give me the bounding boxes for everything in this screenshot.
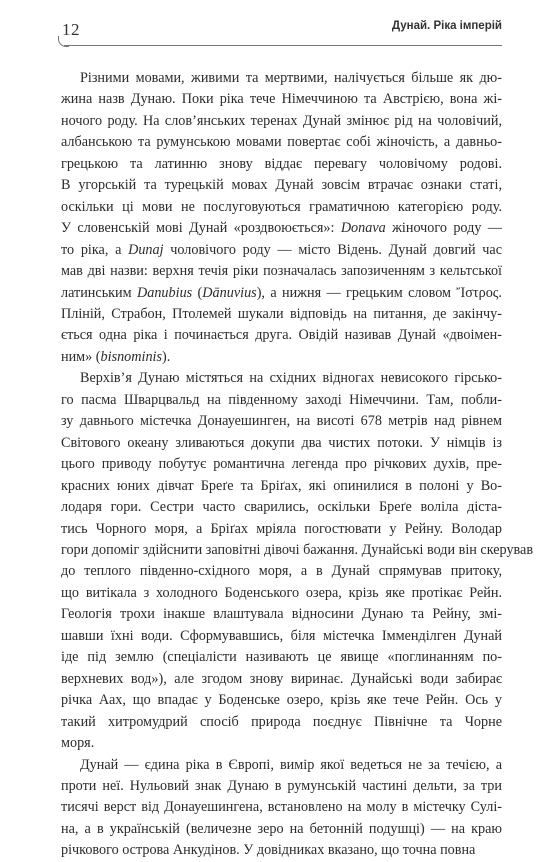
text-line: такий хитромудрий спосіб природа поєднує Північне та Чорне <box>61 713 502 730</box>
text-line: моря. <box>61 735 95 752</box>
text-line: проти неї. Нульовий знак Дунаю в румунській частині дельти, за три <box>61 777 502 794</box>
text-line: Геологія трохи інакше влаштувала відносини Дунаю та Рейну, змі- <box>61 606 502 623</box>
text-line: Дунай — єдина ріка в Європі, вимір якої ведеться не за течією, а <box>80 756 502 773</box>
text-line: красних юних дівчат Бреґе та Бріґах, які опинилися в полоні у Во- <box>61 477 502 494</box>
running-title: Дунай. Ріка імперій <box>391 20 502 32</box>
text-line: Пліній, Страбон, Птолемей шукали відповідь на питання, де закінчу- <box>61 305 502 322</box>
text-line: албанською та румунською мовами повертає собі жіночість, а давньо- <box>61 134 502 151</box>
text-line: Різними мовами, живими та мертвими, налічується більше як дю- <box>80 70 502 86</box>
text-line: до теплого південно-східного моря, а в Дунай спрямував притоку, <box>61 563 502 580</box>
text-line: шавши їхні води. Сформувавшись, біля містечка Імменділген Дунай <box>61 627 502 644</box>
text-line: річка Аах, що впадає у Боденське озеро, крізь яке тече Рейн. Ось у <box>61 692 502 709</box>
header-rule <box>58 40 502 52</box>
text-line: Світового океану зливаються докупи два чистих потоки. У німців із <box>61 434 502 451</box>
text-line: ним» (bisnominis). <box>61 348 171 365</box>
paragraph <box>61 755 502 862</box>
text-line: мав дві назви: верхня течія ріки позначалась запозиченням з кельтської <box>61 263 502 280</box>
text-line: ночого роду. На слов’янських теренах Дунай змінює рід на чоловічий, <box>61 112 502 129</box>
text-line: зу давнього містечка Донауешинген, на висоті 678 метрів над рівнем <box>61 413 502 430</box>
page-number: 12 <box>62 20 80 39</box>
text-line: на, а в українській (величезне зеро на бетонній подушці) — на краю <box>61 820 502 837</box>
header-rule-line <box>64 45 502 46</box>
paragraph <box>61 68 502 368</box>
body-text <box>61 68 534 862</box>
text-line: то ріка, а Dunaj чоловічого роду — місто Відень. Дунай довгий час <box>61 241 502 258</box>
text-line: го пасма Шварцвальд на південному заході Німеччини. Там, побли- <box>61 391 502 408</box>
text-line: гори допоміг здійснити заповітні дівочі бажання. Дунайські води він скерував <box>61 541 534 558</box>
text-line: верхневих вод»), але згодом знову виринає. Дунайські води забирає <box>61 670 502 687</box>
text-line: жина назв Дунаю. Поки ріка тече Німеччиною та Австрією, вона жі- <box>61 91 502 108</box>
text-line: латинським Danubius (Dānuvius), а нижня — грецьким словом Ἴστρος. <box>61 284 502 301</box>
text-line: іде під землю (спеціалісти називають це явище «поглинанням по- <box>61 649 502 666</box>
text-line: Верхів’я Дунаю містяться на східних відногах невисокого гірсько- <box>80 370 502 387</box>
text-line: ється одна ріка і починається друга. Овідій називав Дунай «двоімен- <box>61 327 502 344</box>
text-line: В угорській та турецькій мовах Дунай зовсім втрачає ознаки статі, <box>61 177 502 194</box>
text-line: оскільки ці мови не послуговуються граматичною категорією роду. <box>61 198 502 215</box>
text-line: грецькою та латинню знову віддає перевагу чоловічому родові. <box>61 155 502 172</box>
text-line: У словенській мові Дунай «роздвоюється»: Donava жіночого роду — <box>61 220 502 237</box>
paragraph <box>61 368 534 754</box>
text-line: тись Чорного моря, а Бріґах мріяла погостювати у Рейну. Володар <box>61 520 502 537</box>
text-line: лодаря гори. Сестри часто сварились, оскільки Бреґе воліла діста- <box>61 499 502 516</box>
text-line: тисячі верст від Донауешингена, встановлено на молу в містечку Сулі- <box>61 799 502 816</box>
text-line: цього приводу побутує романтична легенда про річкових духів, пре- <box>61 456 502 473</box>
text-line: річкового острова Анкудінов. У довідниках вказано, що точна повна <box>61 842 476 859</box>
text-line: що витікала з холодного Боденського озера, крізь яке протікає Рейн. <box>61 584 502 601</box>
